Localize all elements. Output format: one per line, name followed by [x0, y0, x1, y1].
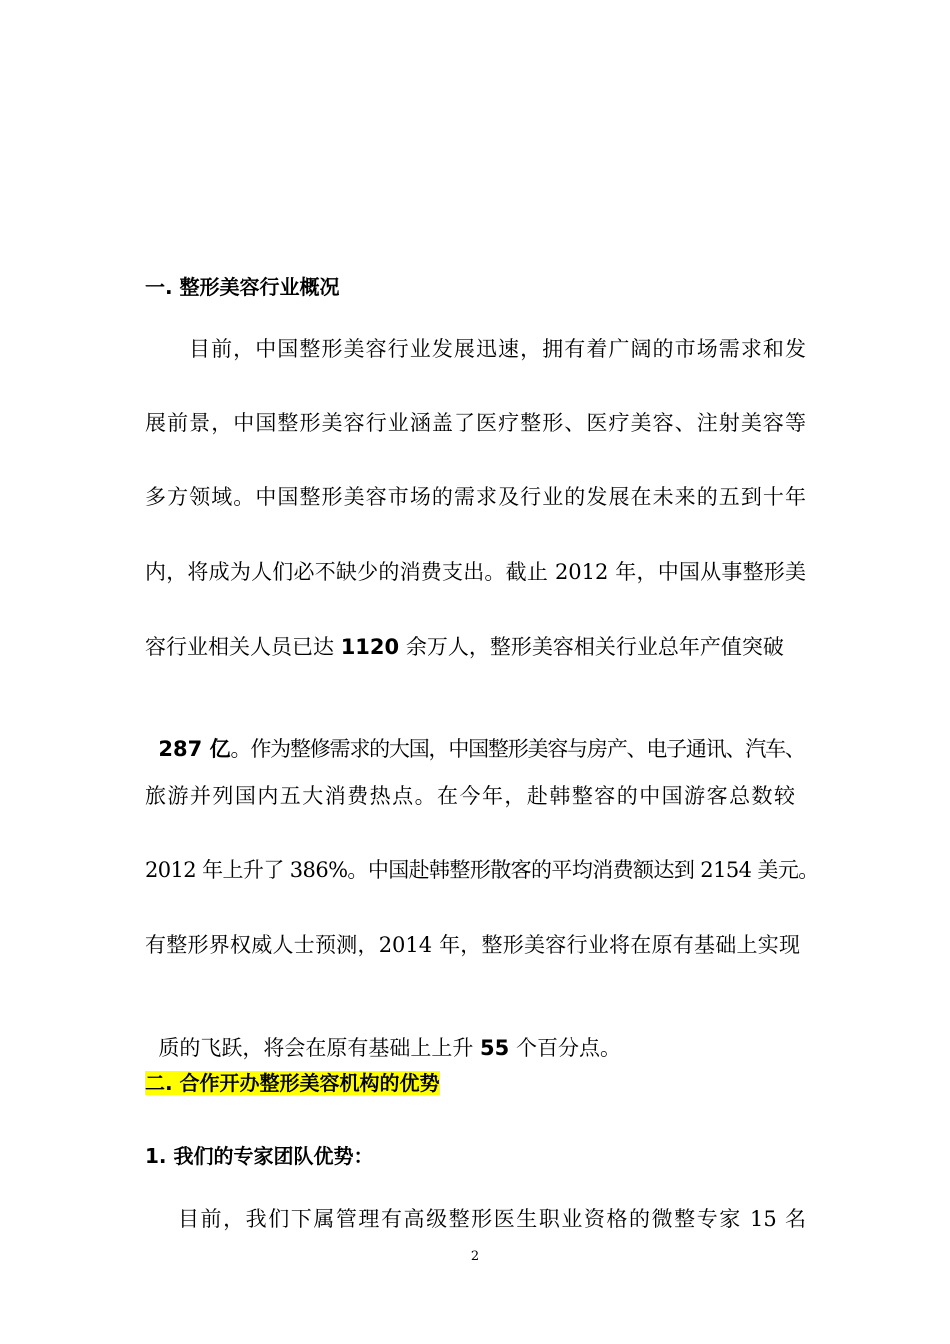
bold-number: 55 — [480, 1036, 510, 1060]
text-segment: 。作为整修需求的大国，中国整形美容与房产、电子通讯、汽车、 — [230, 737, 805, 761]
paragraph-line — [145, 707, 806, 763]
paragraph-line — [145, 633, 806, 661]
paragraph-line: 多方领域。中国整形美容市场的需求及行业的发展在未来的五到十年 — [145, 485, 806, 509]
bold-number: 1120 — [340, 635, 400, 659]
paragraph-line: 内，将成为人们必不缺少的消费支出。截止 2012 年，中国从事整形美 — [145, 560, 806, 584]
paragraph-line: 2012 年上升了 386%。中国赴韩整形散客的平均消费额达到 2154 美元。 — [145, 858, 819, 882]
paragraph-line — [145, 1006, 806, 1062]
paragraph-line: 旅游并列国内五大消费热点。在今年，赴韩整容的中国游客总数较 — [145, 784, 795, 808]
bold-number: 287 亿 — [158, 737, 231, 761]
text — [145, 633, 784, 661]
paragraph-line: 目前，中国整形美容行业发展迅速，拥有着广阔的市场需求和发 — [189, 337, 806, 361]
highlighted-heading: 二. 合作开办整形美容机构的优势 — [145, 1071, 440, 1095]
text-segment: 容行业相关人员已达 — [145, 635, 341, 659]
paragraph-line: 展前景，中国整形美容行业涵盖了医疗整形、医疗美容、注射美容等 — [145, 411, 806, 435]
text-segment: 余万人，整形美容相关行业总年产值突破 — [399, 635, 784, 659]
text-segment: 个百分点。 — [509, 1036, 621, 1060]
page-number: 2 — [470, 1249, 480, 1264]
text-segment: 质的飞跃，将会在原有基础上上升 — [158, 1036, 481, 1060]
heading-section-2 — [145, 1069, 440, 1097]
heading-section-1: 一. 整形美容行业概况 — [145, 275, 340, 299]
subheading-expert-team: 1. 我们的专家团队优势： — [145, 1144, 374, 1168]
paragraph-line: 有整形界权威人士预测，2014 年，整形美容行业将在原有基础上实现 — [145, 933, 800, 957]
paragraph-line: 目前，我们下属管理有高级整形医生职业资格的微整专家 15 名 — [178, 1207, 806, 1231]
